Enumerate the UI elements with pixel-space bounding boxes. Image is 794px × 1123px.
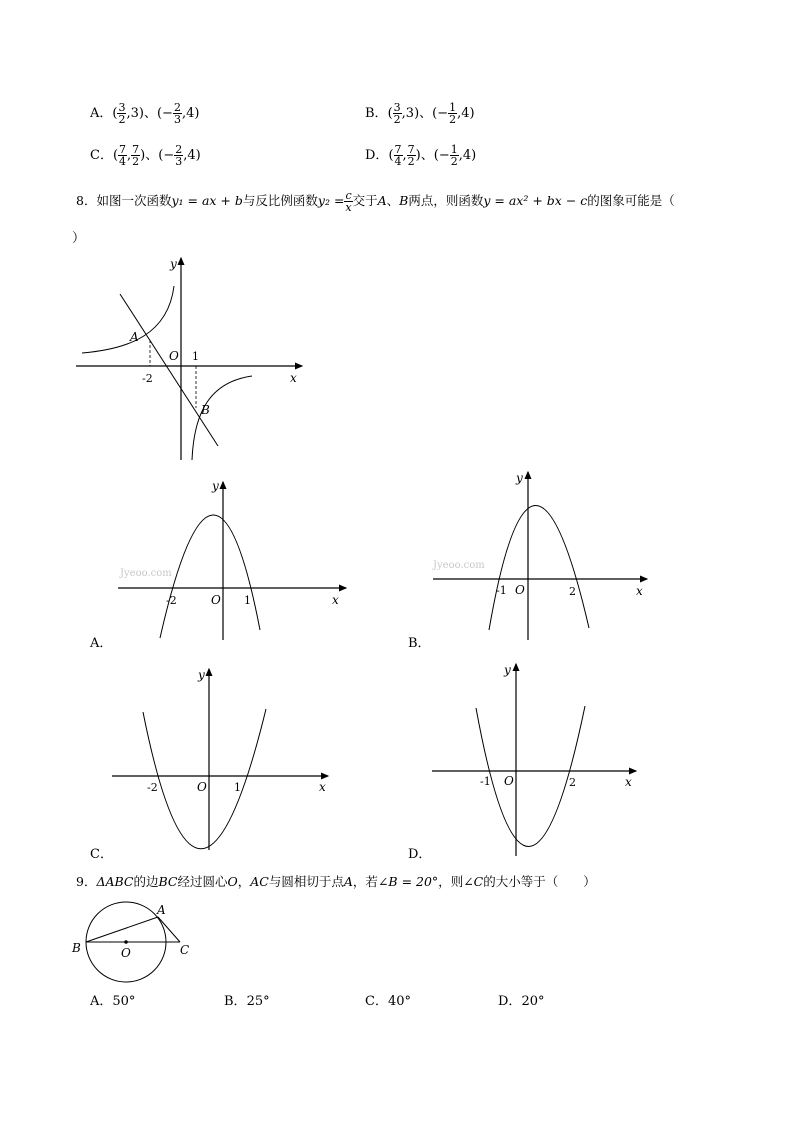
- x-label: x: [319, 780, 326, 794]
- q8-option-b-label[interactable]: B．: [408, 636, 431, 651]
- q8-stem: 8．如图一次函数y₁ = ax + b与反比例函数y₂ = $\frac{c}{x}$ 交于A、B两点，则函数y = ax² + bx − c的图象可能是（: [76, 189, 675, 214]
- linear-function-line: [120, 294, 218, 446]
- origin-label: O: [504, 774, 514, 788]
- segment-ba: [86, 917, 158, 942]
- center-dot: [124, 940, 128, 944]
- y-label: y: [198, 668, 205, 682]
- y-label: y: [212, 479, 219, 493]
- watermark: Jyeoo.com: [433, 560, 485, 571]
- root-left-label: -2: [166, 594, 177, 607]
- q8-stem-close: ）: [72, 231, 86, 246]
- origin-label: O: [197, 780, 207, 794]
- q7-option-a[interactable]: A．( $\frac{3}{2}$ ,3)、(− $\frac{2}{3}$ ,4): [90, 101, 200, 126]
- x-label: x: [625, 775, 632, 789]
- point-b-label: B: [201, 403, 210, 417]
- q9-option-d[interactable]: D．20°: [498, 994, 545, 1009]
- q8-option-c-label[interactable]: C．: [90, 847, 113, 862]
- x-label: x: [290, 371, 297, 385]
- x-label: x: [332, 593, 339, 607]
- point-a-label: A: [130, 330, 139, 344]
- q8-option-b-graph[interactable]: [427, 468, 652, 640]
- hyperbola-branch-upper-left: [82, 286, 174, 353]
- q9-stem: 9．ΔABC的边BC经过圆心O，AC与圆相切于点A，若∠B = 20°，则∠C的大小等于（ ）: [76, 874, 596, 889]
- q9-option-b[interactable]: B．25°: [224, 994, 270, 1009]
- watermark: Jyeoo.com: [120, 568, 172, 579]
- q8-option-a-label[interactable]: A．: [90, 636, 113, 651]
- origin-label: O: [515, 583, 525, 597]
- q9-option-a[interactable]: A．50°: [90, 994, 136, 1009]
- root-right-label: 1: [244, 594, 251, 607]
- q7-option-c[interactable]: C．( $\frac{7}{4}$ , $\frac{7}{2}$ )、(− $\frac{2}{3}$ ,4): [90, 143, 201, 168]
- root-left-label: -2: [147, 781, 158, 794]
- x-label: x: [636, 584, 643, 598]
- origin-label: O: [211, 593, 221, 607]
- q8-option-d-graph[interactable]: [430, 660, 645, 858]
- tick-neg2: -2: [142, 372, 153, 385]
- segment-ac: [158, 917, 180, 942]
- tick-1: 1: [192, 350, 199, 363]
- root-right-label: 2: [569, 776, 576, 789]
- q7-option-d[interactable]: D．( $\frac{7}{4}$ , $\frac{7}{2}$ )、(− $\frac{1}{2}$ ,4): [365, 143, 477, 168]
- q9-option-c[interactable]: C．40°: [365, 994, 411, 1009]
- q8-main-figure: [70, 252, 310, 464]
- root-left-label: -1: [496, 584, 507, 597]
- q8-option-d-label[interactable]: D．: [408, 847, 432, 862]
- y-label: y: [504, 663, 511, 677]
- q9-figure: [68, 900, 198, 965]
- q8-option-a-graph[interactable]: [110, 478, 355, 643]
- root-right-label: 1: [234, 781, 241, 794]
- hyperbola-branch-lower-right: [192, 376, 252, 460]
- y-label: y: [516, 471, 523, 485]
- label-o: O: [121, 946, 131, 960]
- parabola-opening-down: [489, 505, 589, 630]
- label-b: B: [72, 941, 81, 955]
- q7-option-b[interactable]: B．( $\frac{3}{2}$ ,3)、(− $\frac{1}{2}$ ,4): [365, 101, 475, 126]
- y-label: y: [170, 257, 177, 271]
- root-left-label: -1: [480, 775, 491, 788]
- q8-option-c-graph[interactable]: [110, 665, 335, 850]
- root-right-label: 2: [569, 585, 576, 598]
- parabola-opening-up: [143, 709, 266, 849]
- label-c: C: [180, 943, 190, 957]
- parabola-opening-down: [160, 515, 260, 638]
- label-a: A: [157, 903, 166, 917]
- origin-label: O: [169, 349, 179, 363]
